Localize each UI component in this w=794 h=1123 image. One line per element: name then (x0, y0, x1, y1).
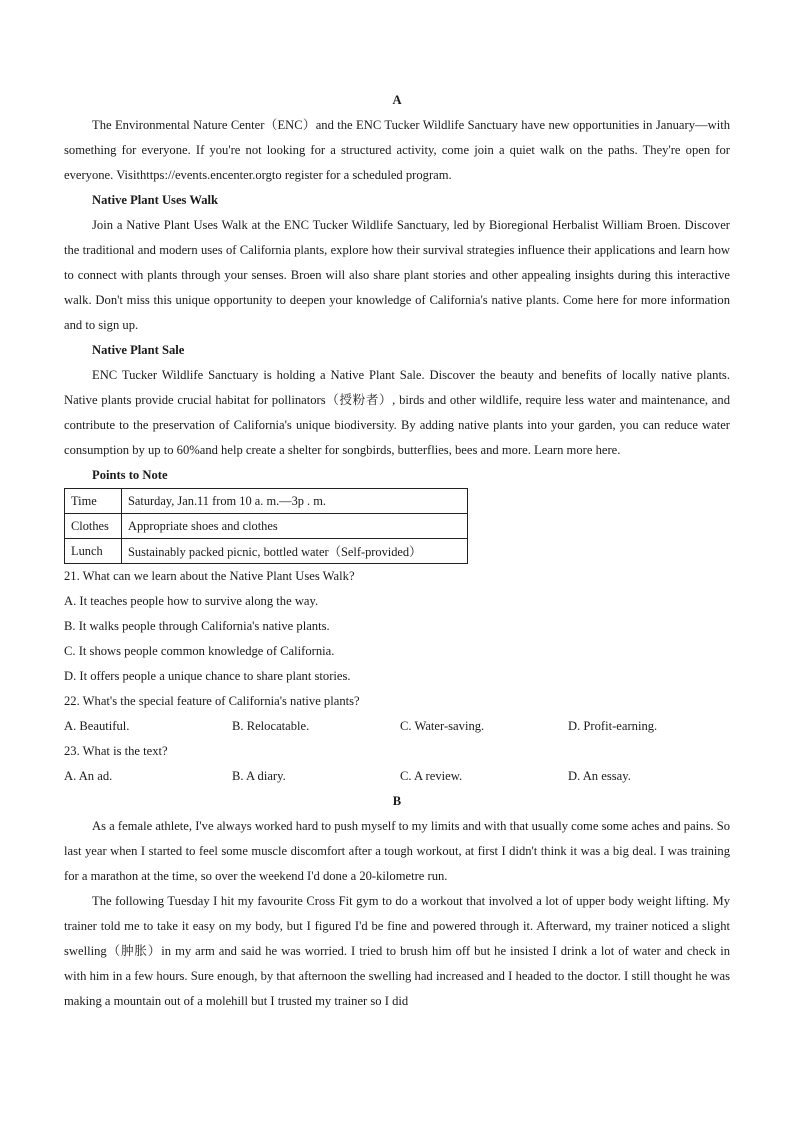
table-cell-value: Saturday, Jan.11 from 10 a. m.—3p . m. (122, 489, 468, 514)
table-row (65, 489, 468, 514)
section-b-paragraph-2: The following Tuesday I hit my favourite Cross Fit gym to do a workout that involved a lot of upper body weight lifting. My trainer told me to take it easy on my body, but I figured I'd be fine and powered through it. Afterward, my trainer noticed a slight swelling（肿胀）in my arm and said he was worried. I tried to brush him off but he insisted I drink a lot of water and check in with him in a few hours. Sure enough, by that afternoon the swelling had increased and I headed to the doctor. I still thought he was making a mountain out of a molehill but I trusted my trainer so I did (64, 894, 730, 1008)
question-22 (64, 689, 730, 739)
table-row (65, 514, 468, 539)
question-23 (64, 739, 730, 789)
notes-heading: Points to Note (92, 468, 168, 482)
question-stem: 22. What's the special feature of California's native plants? (64, 694, 360, 708)
option-c: C. A review. (400, 769, 463, 783)
document-page (64, 88, 730, 1014)
section-a-intro: The Environmental Nature Center（ENC）and the ENC Tucker Wildlife Sanctuary have new opportunities in January—with something for everyone. If you're not looking for a structured activity, come join a quiet walk on the paths. They're open for everyone. Visithttps://events.encenter.orgto register for a scheduled program. (64, 118, 730, 182)
option-b: B. Relocatable. (232, 719, 310, 733)
question-21 (64, 564, 730, 689)
section-b-paragraph-1: As a female athlete, I've always worked hard to push myself to my limits and with that usually come some aches and pains. So last year when I started to feel some muscle discomfort after a tough workout, at first I didn't think it was a big deal. I was training for a marathon at the time, so over the weekend I'd done a 20-kilometre run. (64, 819, 730, 883)
option-a: A. It teaches people how to survive along the way. (64, 594, 319, 608)
sale-heading: Native Plant Sale (92, 343, 185, 357)
section-b-letter: B (392, 794, 402, 808)
walk-heading: Native Plant Uses Walk (92, 193, 219, 207)
options-row (64, 714, 730, 739)
table-cell-value: Appropriate shoes and clothes (122, 514, 468, 539)
table-cell-key: Clothes (65, 514, 122, 539)
option-d: D. Profit-earning. (568, 719, 658, 733)
table-cell-key: Time (65, 489, 122, 514)
option-a: A. An ad. (64, 769, 113, 783)
table-row (65, 539, 468, 564)
question-stem: 21. What can we learn about the Native Plant Uses Walk? (64, 569, 355, 583)
walk-paragraph: Join a Native Plant Uses Walk at the ENC Tucker Wildlife Sanctuary, led by Bioregional Herbalist William Broen. Discover the traditional and modern uses of California plants, explore how their survival strategies influence their applications and learn how to connect with plants through your senses. Broen will also share plant stories and other appealing insights during this interactive walk. Don't miss this unique opportunity to deepen your knowledge of California's native plants. Come here for more information and to sign up. (64, 218, 730, 332)
option-c: C. It shows people common knowledge of California. (64, 644, 335, 658)
points-to-note-table (64, 488, 468, 564)
sale-paragraph: ENC Tucker Wildlife Sanctuary is holding a Native Plant Sale. Discover the beauty and benefits of locally native plants. Native plants provide crucial habitat for pollinators（授粉者）, birds and other wildlife, require less water and maintenance, and contribute to the preservation of California's unique biodiversity. By adding native plants into your garden, you can reduce water consumption by up to 60%and help create a shelter for songbirds, butterflies, bees and more. Learn more here. (64, 368, 730, 457)
option-d: D. An essay. (568, 769, 631, 783)
option-b: B. A diary. (232, 769, 286, 783)
table-cell-value: Sustainably packed picnic, bottled water（Self-provided） (122, 539, 468, 564)
option-d: D. It offers people a unique chance to share plant stories. (64, 669, 351, 683)
section-a-letter: A (392, 93, 402, 107)
options-row (64, 764, 730, 789)
option-b: B. It walks people through California's native plants. (64, 619, 330, 633)
question-stem: 23. What is the text? (64, 744, 168, 758)
table-cell-key: Lunch (65, 539, 122, 564)
option-c: C. Water-saving. (400, 719, 485, 733)
option-a: A. Beautiful. (64, 719, 130, 733)
